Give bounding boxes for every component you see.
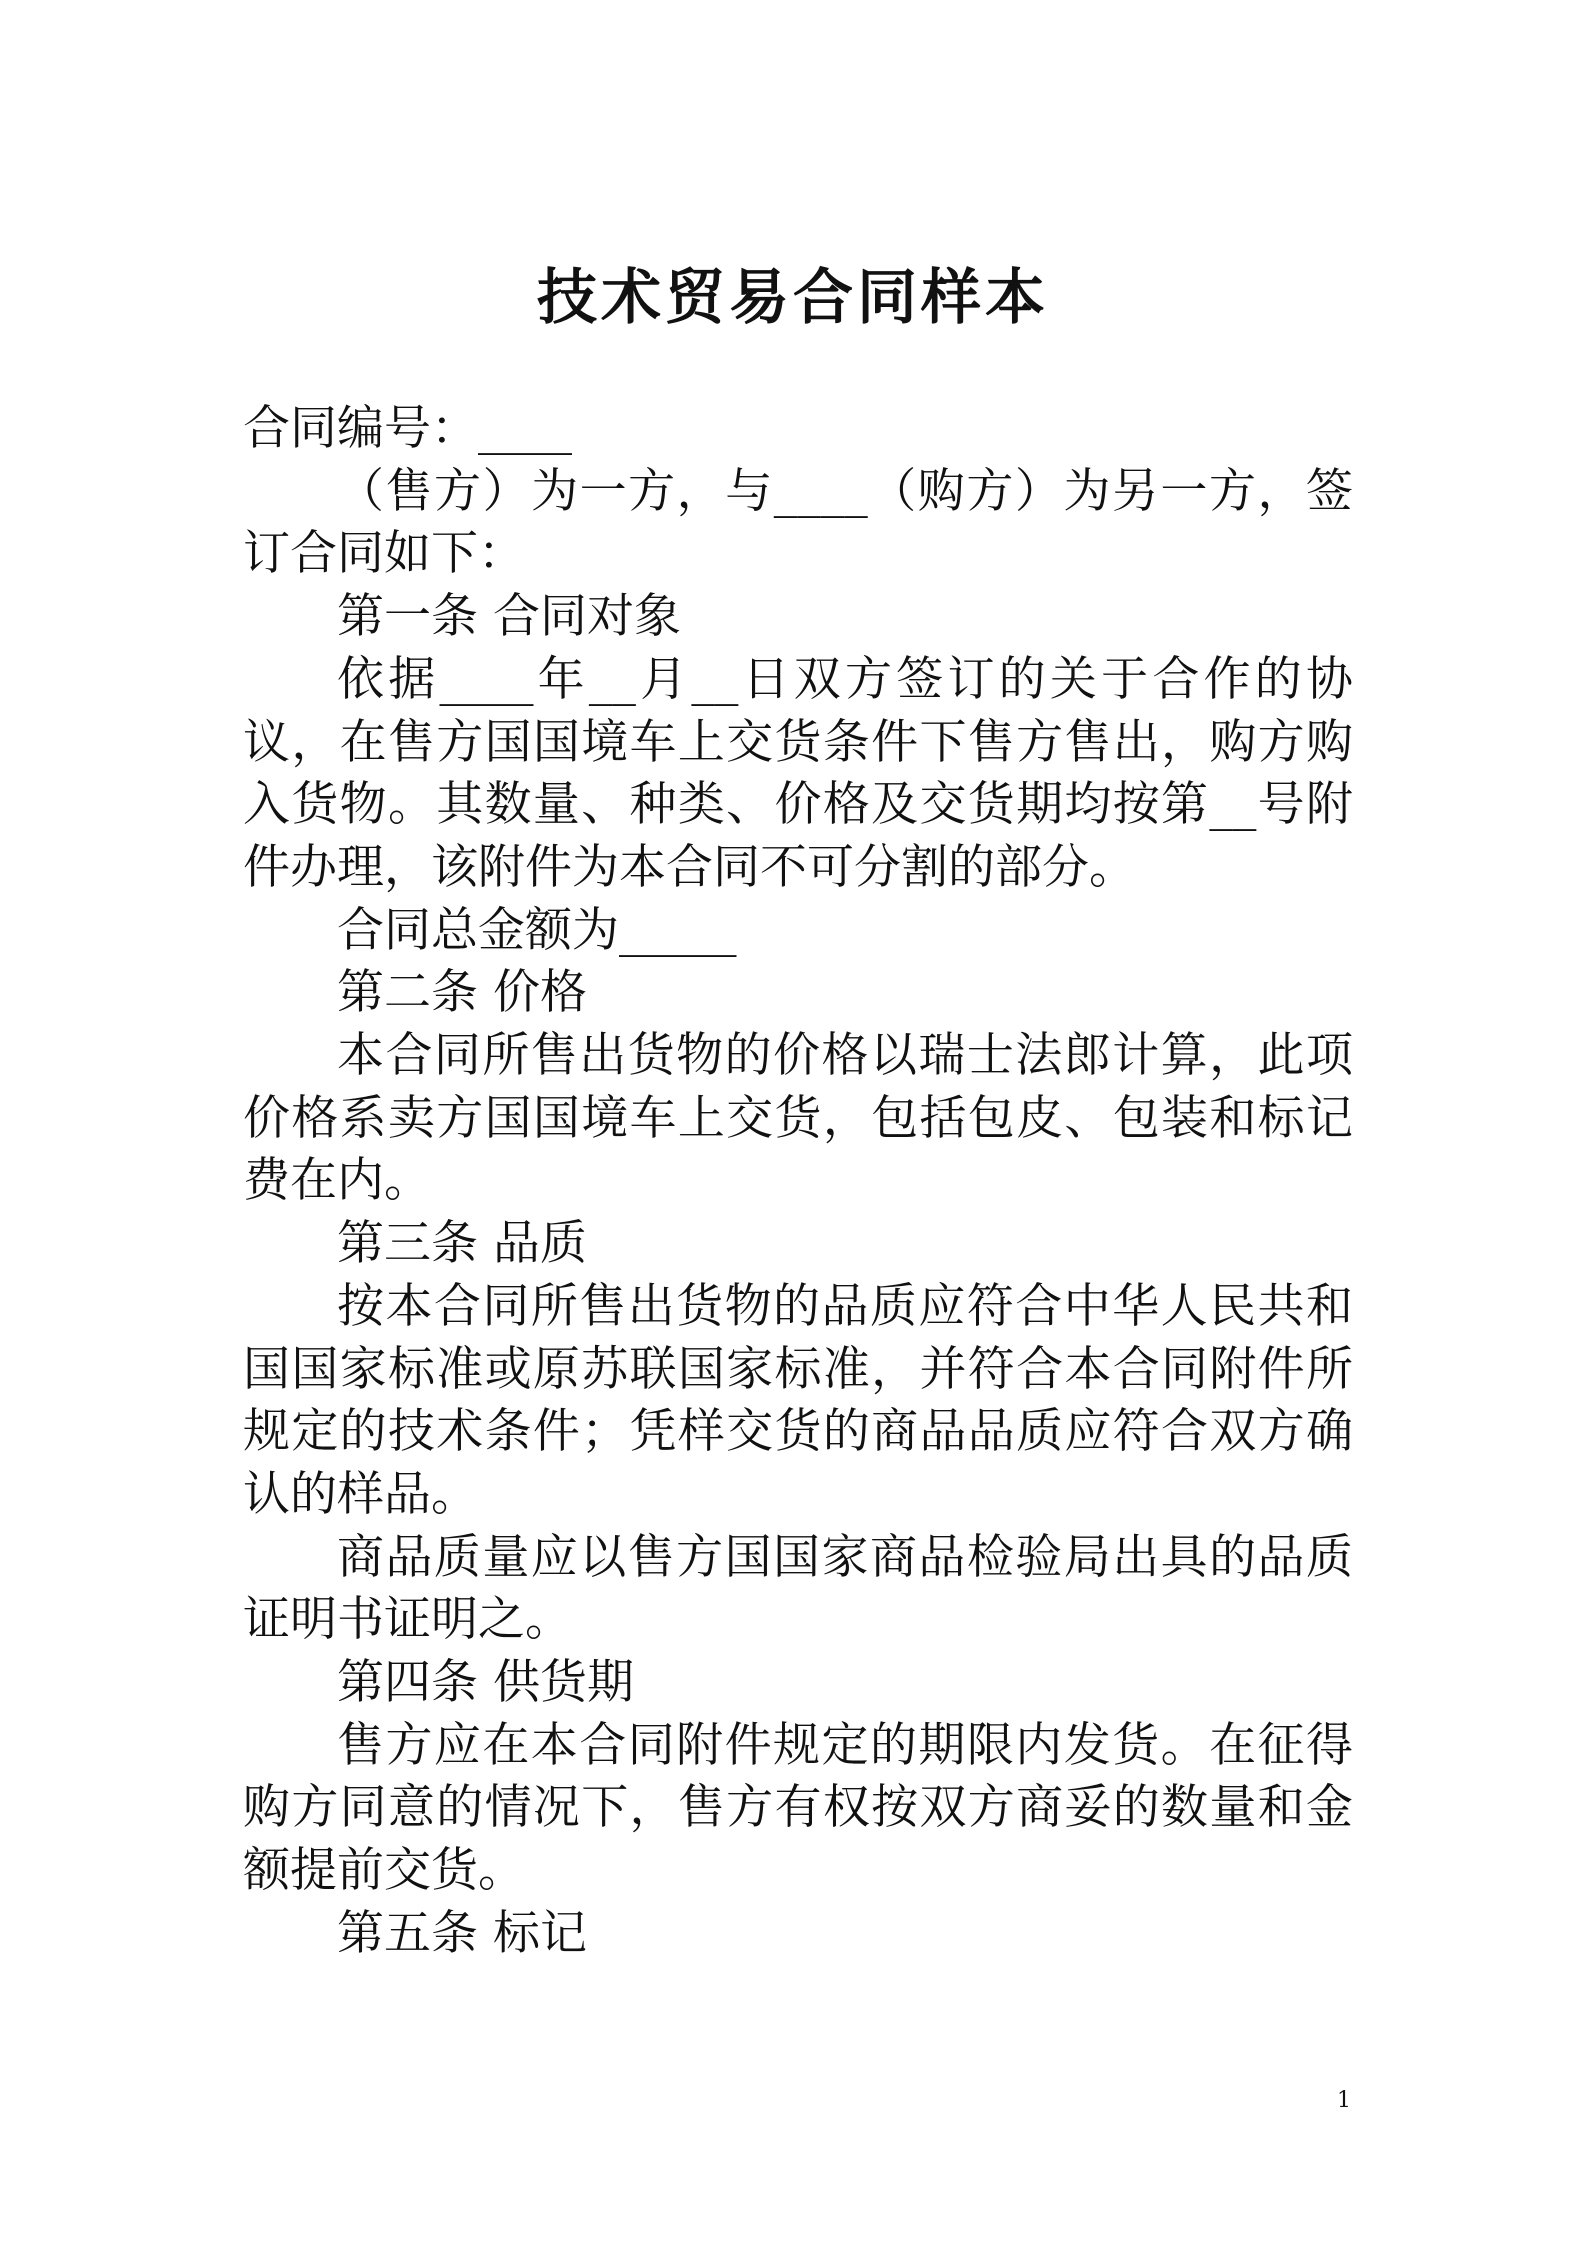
page-number: 1	[1337, 2088, 1351, 2113]
article-2-heading: 第二条 价格	[337, 965, 587, 1021]
document-title: 技术贸易合同样本	[537, 263, 1049, 333]
total-amount-paragraph: 合同总金额为_____	[337, 902, 737, 958]
article-5-heading: 第五条 标记	[337, 1905, 587, 1961]
article-1-paragraph: 依据____年__月__日双方签订的关于合作的协议，在售方国国境车上交货条件下售方售出，购方购入货物。其数量、种类、价格及交货期均按第__号附件办理，该附件为本合同不可分割的部分。	[243, 651, 1353, 895]
article-3-paragraph: 按本合同所售出货物的品质应符合中华人民共和国国家标准或原苏联国家标准，并符合本合同附件所规定的技术条件；凭样交货的商品品质应符合双方确认的样品。	[243, 1278, 1353, 1522]
parties-paragraph: （售方）为一方，与____（购方）为另一方，签订合同如下：	[243, 463, 1353, 582]
article-1-heading: 第一条 合同对象	[337, 589, 681, 645]
article-3-paragraph-2: 商品质量应以售方国国家商品检验局出具的品质证明书证明之。	[243, 1529, 1353, 1648]
contract-body	[243, 398, 1353, 1966]
contract-number-line: 合同编号：____	[243, 401, 572, 456]
article-3-heading: 第三条 品质	[337, 1216, 587, 1272]
article-4-paragraph: 售方应在本合同附件规定的期限内发货。在征得购方同意的情况下，售方有权按双方商妥的数量和金额提前交货。	[243, 1717, 1353, 1899]
article-2-paragraph: 本合同所售出货物的价格以瑞士法郎计算，此项价格系卖方国国境车上交货，包括包皮、包装和标记费在内。	[243, 1028, 1353, 1209]
article-4-heading: 第四条 供货期	[337, 1655, 634, 1711]
